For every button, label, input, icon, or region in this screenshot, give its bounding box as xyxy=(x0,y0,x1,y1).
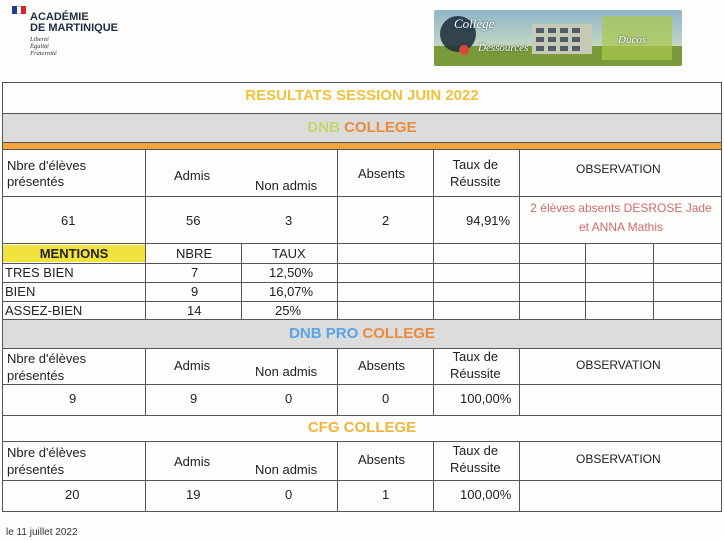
dnb-value-nonadmis-cell xyxy=(241,197,337,243)
dnb-pro-header-absents-cell xyxy=(337,348,433,384)
cfg-value-taux: 100,00% xyxy=(460,487,512,502)
dnb-header-taux xyxy=(450,156,501,190)
footer-date: le 11 juillet 2022 xyxy=(6,527,78,538)
dnb-header-taux-cell xyxy=(433,150,519,197)
dnb-values-row xyxy=(3,196,721,243)
dnb-pro-header-obs-cell xyxy=(519,348,721,384)
cfg-header-row xyxy=(3,441,721,480)
dnb-pro-header-taux-l2: Réussite xyxy=(450,366,501,381)
cfg-value-admis-cell xyxy=(145,481,241,511)
dnb-pro-value-taux: 100,00% xyxy=(460,391,512,406)
devise-liberte: Liberté xyxy=(30,36,49,43)
dnb-header-presentes-l2: présentés xyxy=(7,174,65,189)
dnb-pro-values-row xyxy=(3,384,721,416)
devise-egalite: Égalité xyxy=(30,43,49,50)
results-sheet xyxy=(2,82,722,512)
dnb-header-obs-cell xyxy=(519,150,721,197)
dnb-header-admis: Admis xyxy=(174,168,211,183)
cfg-header-nonadmis: Non admis xyxy=(255,462,318,477)
dnb-value-admis-cell xyxy=(145,197,241,243)
dnb-pro-value-absents-cell xyxy=(337,385,433,415)
devise-fraternite: Fraternité xyxy=(30,50,57,57)
academie-line2: DE MARTINIQUE xyxy=(30,22,118,34)
banner-text-center: Dessources xyxy=(478,42,529,54)
dnb-pro-header-admis-cell xyxy=(145,348,241,384)
dnb-pro-header-taux-cell xyxy=(433,348,519,384)
dnb-pro-header-presentes-l1: Nbre d'élèves xyxy=(7,351,87,366)
mentions-line-2 xyxy=(3,282,721,283)
dnb-value-absents: 2 xyxy=(382,213,390,228)
cfg-value-nonadmis-cell xyxy=(241,481,337,511)
dnb-header-row xyxy=(3,149,721,197)
dnb-value-taux-cell xyxy=(433,197,519,243)
devise xyxy=(30,36,57,57)
dnb-band xyxy=(3,113,721,143)
cfg-value-absents-cell xyxy=(337,481,433,511)
dnb-header-absents: Absents xyxy=(358,166,405,181)
mentions-block xyxy=(3,243,721,320)
cfg-header-obs-cell xyxy=(519,442,721,480)
cfg-section-title xyxy=(3,417,721,439)
cfg-header-nonadmis-cell xyxy=(241,442,337,480)
mention-nbre-bien: 9 xyxy=(191,284,199,299)
dnb-pro-band xyxy=(3,319,721,349)
mentions-nbre-header: NBRE xyxy=(176,246,213,261)
cfg-value-absents: 1 xyxy=(382,487,390,502)
cfg-value-taux-cell xyxy=(433,481,519,511)
dnb-value-nonadmis: 3 xyxy=(285,213,293,228)
dnb-pro-header-taux-l1: Taux de xyxy=(452,349,499,364)
mentions-header: MENTIONS xyxy=(3,245,145,262)
dnb-value-absents-cell xyxy=(337,197,433,243)
dnb-header-presentes xyxy=(7,158,86,190)
cfg-header-presentes xyxy=(7,444,86,478)
banner-text-left: Collège xyxy=(454,16,495,31)
dnb-value-presentes: 61 xyxy=(61,213,76,228)
dnb-observation-l2: et ANNA Mathis xyxy=(578,220,664,234)
dnb-pro-value-obs-cell xyxy=(519,385,721,415)
mention-taux-tres-bien: 12,50% xyxy=(269,265,314,280)
cfg-value-nonadmis: 0 xyxy=(285,487,293,502)
dnb-pro-header-presentes-l2: présentés xyxy=(7,368,65,383)
academie-line1: ACADÉMIE xyxy=(30,11,89,23)
dnb-pro-header-absents: Absents xyxy=(358,358,405,373)
dnb-pro-value-presentes: 9 xyxy=(69,391,77,406)
mention-taux-assez-bien: 25% xyxy=(275,303,302,318)
dnb-pro-value-nonadmis: 0 xyxy=(285,391,293,406)
dnb-pro-header-admis: Admis xyxy=(174,358,211,373)
mentions-line-1 xyxy=(3,263,721,264)
dnb-pro-value-taux-cell xyxy=(433,385,519,415)
dnb-header-taux-l2: Réussite xyxy=(450,174,501,189)
dnb-pro-header-nonadmis-cell xyxy=(241,348,337,384)
dnb-header-presentes-l1: Nbre d'élèves xyxy=(7,158,87,173)
cfg-value-presentes: 20 xyxy=(65,487,80,502)
cfg-header-absents-cell xyxy=(337,442,433,480)
cfg-header-absents: Absents xyxy=(358,452,405,467)
dnb-header-absents-cell xyxy=(337,150,433,197)
cfg-header-observation: OBSERVATION xyxy=(576,452,661,466)
cfg-values-row xyxy=(3,480,721,511)
cfg-header-admis-cell xyxy=(145,442,241,480)
dnb-header-taux-l1: Taux de xyxy=(452,157,499,172)
mentions-line-3 xyxy=(3,301,721,302)
mention-label-bien: BIEN xyxy=(5,284,36,299)
mention-taux-bien: 16,07% xyxy=(269,284,314,299)
mention-label-assez-bien: ASSEZ-BIEN xyxy=(5,303,83,318)
dnb-pro-title-part1: DNB PRO xyxy=(289,325,359,342)
cfg-header-presentes-l1: Nbre d'élèves xyxy=(7,445,87,460)
cfg-value-obs-cell xyxy=(519,481,721,511)
college-banner-image xyxy=(434,10,682,66)
page-header xyxy=(0,0,724,80)
cfg-header-taux-l2: Réussite xyxy=(450,460,501,475)
cfg-header-presentes-l2: présentés xyxy=(7,462,65,477)
mention-nbre-tres-bien: 7 xyxy=(191,265,199,280)
dnb-value-observation xyxy=(520,199,722,237)
dnb-header-admis-cell xyxy=(145,150,241,197)
banner-text-right: Ducos xyxy=(618,34,647,46)
dnb-value-admis: 56 xyxy=(186,213,201,228)
dnb-header-nonadmis-cell xyxy=(241,150,337,197)
dnb-header-nonadmis: Non admis xyxy=(255,178,318,193)
dnb-pro-section-title xyxy=(3,320,721,348)
dnb-value-obs-cell xyxy=(519,197,721,243)
dnb-pro-value-absents: 0 xyxy=(382,391,390,406)
page-title: RESULTATS SESSION JUIN 2022 xyxy=(245,87,479,104)
dnb-pro-header-taux xyxy=(450,348,501,382)
dnb-pro-title-part2: COLLEGE xyxy=(362,325,435,342)
dnb-pro-value-nonadmis-cell xyxy=(241,385,337,415)
mentions-taux-header: TAUX xyxy=(272,246,306,261)
dnb-section-title xyxy=(3,114,721,142)
cfg-value-admis: 19 xyxy=(186,487,201,502)
dnb-pro-header-presentes xyxy=(7,350,86,384)
cfg-title: CFG COLLEGE xyxy=(307,419,417,436)
mention-nbre-assez-bien: 14 xyxy=(187,303,202,318)
dnb-pro-header-observation: OBSERVATION xyxy=(576,358,661,372)
cfg-header-taux-l1: Taux de xyxy=(452,443,499,458)
mention-label-tres-bien: TRES BIEN xyxy=(5,265,74,280)
flag-icon xyxy=(12,6,26,14)
cfg-header-taux-cell xyxy=(433,442,519,480)
dnb-pro-value-admis: 9 xyxy=(190,391,198,406)
dnb-title-part1: DNB xyxy=(307,119,340,136)
dnb-header-observation: OBSERVATION xyxy=(576,162,661,176)
dnb-title-part2: COLLEGE xyxy=(344,119,417,136)
cfg-header-taux xyxy=(450,442,501,476)
cfg-header-admis: Admis xyxy=(174,454,211,469)
dnb-pro-header-nonadmis: Non admis xyxy=(255,364,318,379)
dnb-observation-l1: 2 élèves absents DESROSE Jade xyxy=(530,201,712,215)
dnb-pro-value-admis-cell xyxy=(145,385,241,415)
academie-name xyxy=(30,12,118,34)
dnb-pro-header-row xyxy=(3,348,721,384)
dnb-value-taux: 94,91% xyxy=(466,213,511,228)
